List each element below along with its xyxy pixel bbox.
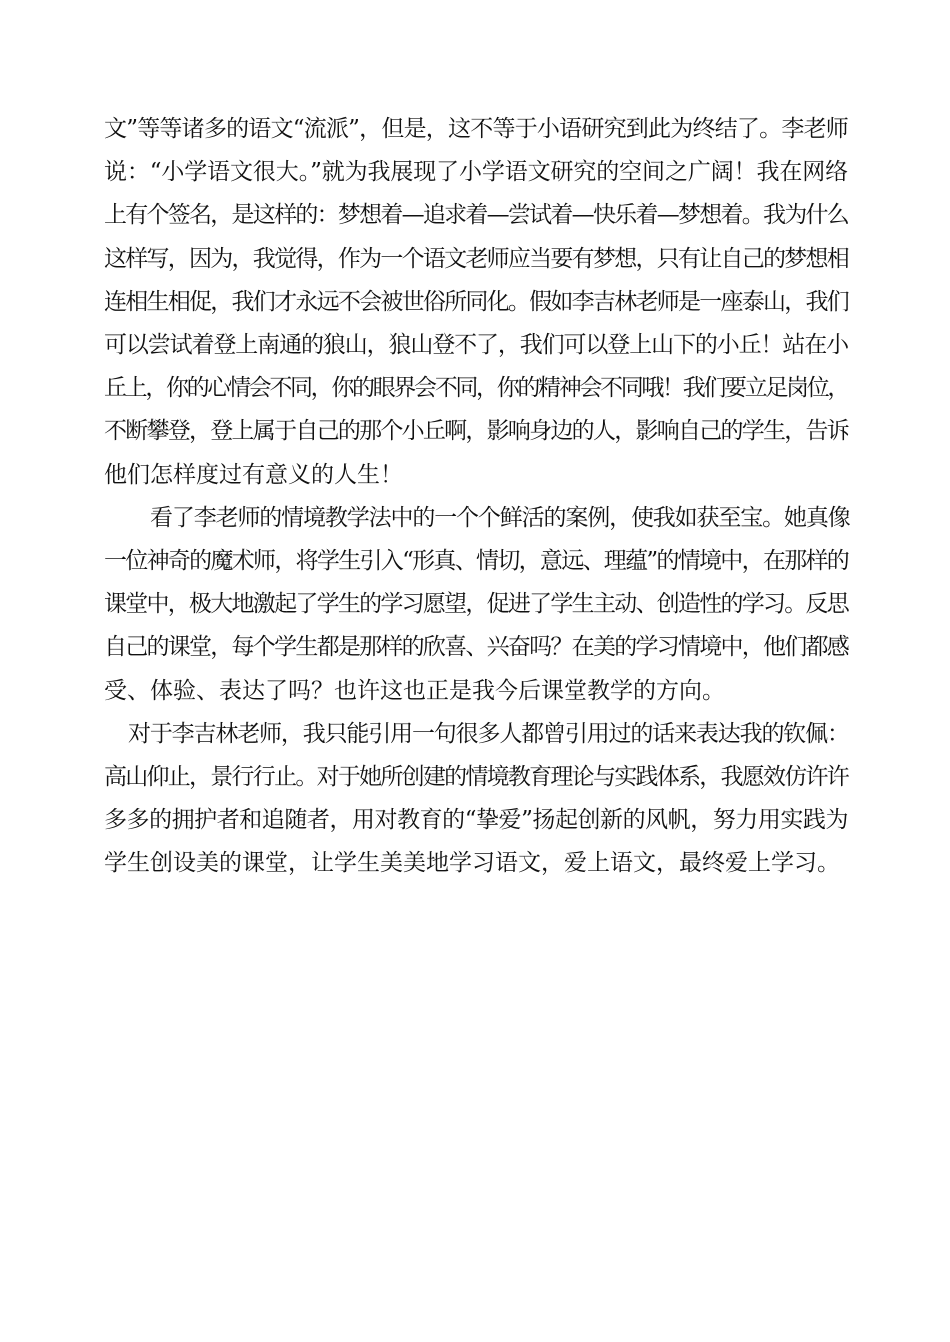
text-line: 自己的课堂，每个学生都是那样的欣喜、兴奋吗？在美的学习情境中，他们都感 (104, 634, 848, 661)
text-line: 对于李吉林老师，我只能引用一句很多人都曾引用过的话来表达我的钦佩： (128, 720, 848, 747)
text-line: 一位神奇的魔术师，将学生引入“形真、情切，意远、理蕴”的情境中，在那样的 (104, 548, 848, 575)
text-line: 他们怎样度过有意义的人生！ (104, 461, 403, 488)
text-line: 这样写，因为，我觉得，作为一个语文老师应当要有梦想，只有让自己的梦想相 (104, 245, 848, 272)
paragraph-3 (104, 713, 848, 886)
text-line: 上有个签名，是这样的：梦想着—追求着—尝试着—快乐着—梦想着。我为什么 (104, 202, 848, 229)
text-line: 可以尝试着登上南通的狼山，狼山登不了，我们可以登上山下的小丘！站在小 (104, 332, 848, 359)
text-line: 受、体验、表达了吗？也许这也正是我今后课堂教学的方向。 (104, 677, 725, 704)
text-line: 不断攀登，登上属于自己的那个小丘啊，影响身边的人，影响自己的学生，告诉 (104, 418, 848, 445)
text-line: 课堂中，极大地激起了学生的学习愿望，促进了学生主动、创造性的学习。反思 (104, 591, 848, 618)
text-line: 学生创设美的课堂，让学生美美地学习语文，爱上语文，最终爱上学习。 (104, 850, 840, 877)
text-line: 多多的拥护者和追随者，用对教育的“挚爱”扬起创新的风帆，努力用实践为 (104, 807, 848, 834)
text-line: 连相生相促，我们才永远不会被世俗所同化。假如李吉林老师是一座泰山，我们 (104, 288, 848, 315)
document-body (104, 108, 848, 886)
text-line: 丘上，你的心情会不同，你的眼界会不同，你的精神会不同哦！我们要立足岗位， (104, 375, 848, 402)
paragraph-2 (104, 497, 848, 713)
paragraph-1 (104, 108, 848, 497)
text-line: 高山仰止，景行行止。对于她所创建的情境教育理论与实践体系，我愿效仿许许 (104, 764, 848, 791)
text-line: 文”等等诸多的语文“流派”，但是，这不等于小语研究到此为终结了。李老师 (104, 116, 848, 142)
text-line: 说：“小学语文很大。”就为我展现了小学语文研究的空间之广阔！我在网络 (104, 159, 848, 186)
text-line: 看了李老师的情境教学法中的一个个鲜活的案例，使我如获至宝。她真像 (150, 504, 848, 531)
